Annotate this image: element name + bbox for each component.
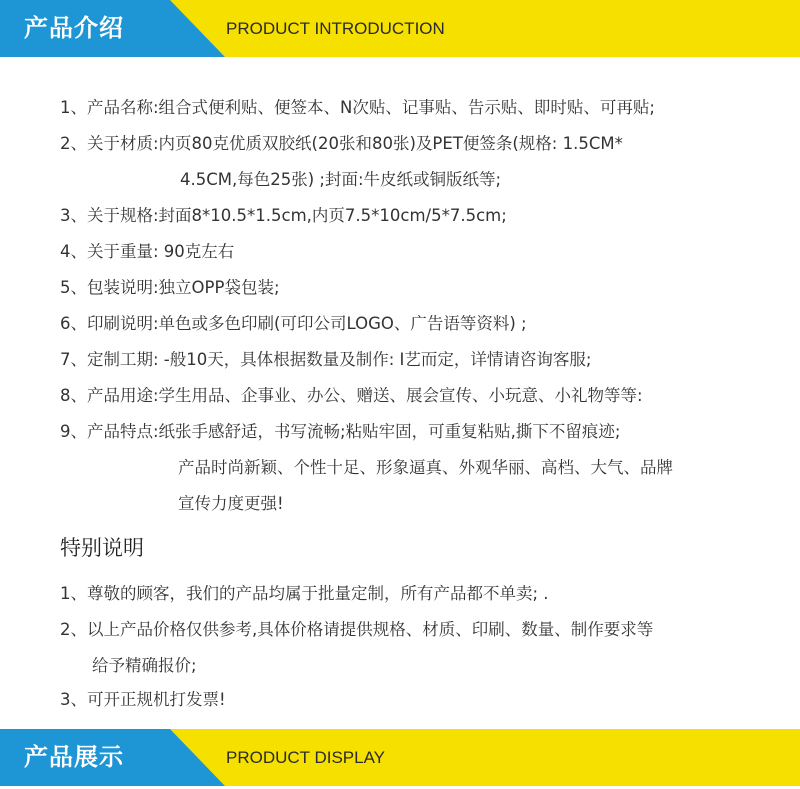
banner-title-en: PRODUCT INTRODUCTION bbox=[226, 19, 445, 38]
special-item-price: 2、以上产品价格仅供参考,具体价格请提供规格、材质、印刷、数量、制作要求等 bbox=[60, 620, 654, 639]
special-item-bulk: 1、尊敬的顾客，我们的产品均属于批量定制，所有产品都不单卖; . bbox=[60, 584, 549, 603]
special-item-invoice: 3、可开正规机打发票! bbox=[60, 690, 226, 709]
intro-item-material-cont: 4.5CM,每色25张) ;封面:牛皮纸或铜版纸等; bbox=[180, 170, 502, 189]
intro-item-features: 9、产品特点:纸张手感舒适，书写流畅;粘贴牢固，可重复粘贴,撕下不留痕迹; bbox=[60, 422, 621, 441]
banner-title-cn: 产品介绍 bbox=[24, 14, 124, 42]
intro-item-leadtime: 7、定制工期: -般10天，具体根据数量及制作: I艺而定，详情请咨询客服; bbox=[60, 350, 592, 369]
intro-item-material: 2、关于材质:内页80克优质双胶纸(20张和80张)及PET便签条(规格: 1.5CM* bbox=[60, 134, 623, 153]
banner-title-en: PRODUCT DISPLAY bbox=[226, 748, 386, 767]
special-heading: 特别说明 bbox=[60, 536, 144, 560]
intro-item-spec: 3、关于规格:封面8*10.5*1.5cm,内页7.5*10cm/5*7.5cm; bbox=[60, 206, 507, 225]
intro-item-features-cont: 产品时尚新颖、个性十足、形象逼真、外观华丽、高档、大气、品牌 bbox=[178, 458, 673, 477]
banner-title-cn: 产品展示 bbox=[24, 743, 124, 771]
bottom-banner bbox=[0, 729, 800, 786]
intro-item-weight: 4、关于重量: 90克左右 bbox=[60, 242, 235, 261]
intro-item-name: 1、产品名称:组合式便利贴、便签本、N次贴、记事贴、告示贴、即时贴、可再贴; bbox=[60, 98, 655, 117]
intro-item-features-cont2: 宣传力度更强! bbox=[178, 494, 284, 513]
intro-item-packaging: 5、包装说明:独立OPP袋包装; bbox=[60, 278, 280, 297]
intro-item-printing: 6、印刷说明:单色或多色印刷(可印公司LOGO、广告语等资料) ; bbox=[60, 314, 527, 333]
intro-item-usage: 8、产品用途:学生用品、企事业、办公、赠送、展会宣传、小玩意、小礼物等等: bbox=[60, 386, 643, 405]
top-banner bbox=[0, 0, 800, 57]
special-item-price-cont: 给予精确报价; bbox=[92, 656, 197, 675]
